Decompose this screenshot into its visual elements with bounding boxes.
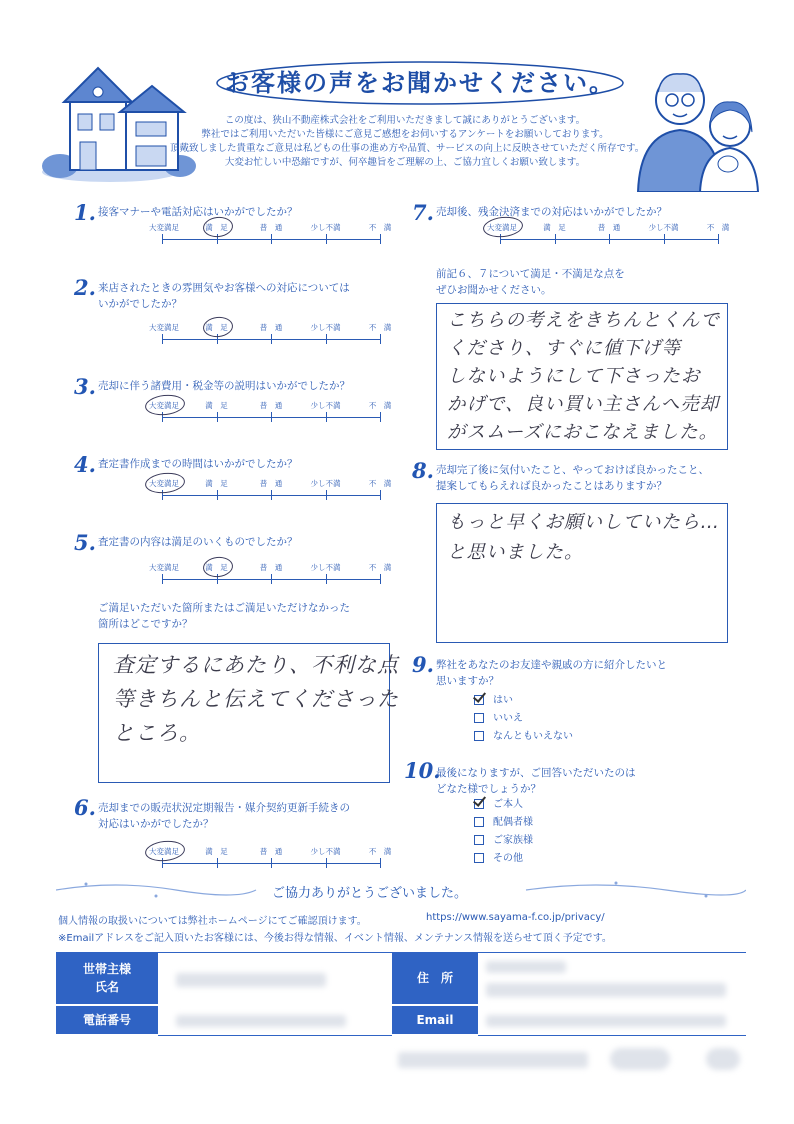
prompt-line: ぜひお聞かせください。 — [436, 284, 552, 296]
q10-options — [474, 796, 533, 868]
rating-scale-q2[interactable] — [149, 322, 392, 350]
redacted-footer-text — [398, 1052, 588, 1068]
scale-tick — [162, 334, 163, 344]
scale-tick — [271, 574, 272, 584]
redacted-address — [486, 983, 726, 997]
redacted-postcode — [486, 961, 566, 973]
rating-scale-q1[interactable] — [149, 222, 392, 250]
scale-tick — [162, 234, 163, 244]
handwritten-line: かげで、良い買い主さんへ売却 — [447, 394, 720, 415]
scale-tick — [326, 334, 327, 344]
handwritten-line: と思いました。 — [447, 542, 584, 563]
scale-tick — [271, 412, 272, 422]
checkbox-option[interactable] — [474, 692, 573, 710]
selected-answer-circle — [144, 471, 186, 495]
handwritten-line: しないようにして下さったお — [447, 366, 701, 387]
scale-option-label[interactable]: 少し不満 — [310, 323, 341, 332]
question-10-text — [436, 765, 636, 797]
scale-option-label[interactable]: 不 満 — [368, 223, 392, 232]
scale-tick — [217, 858, 218, 868]
scale-tick — [271, 234, 272, 244]
scale-option-label[interactable]: 普 通 — [259, 563, 283, 572]
handwritten-line: もっと早くお願いしていたら… — [447, 512, 721, 533]
checkbox-option[interactable] — [474, 796, 533, 814]
selected-answer-circle — [144, 393, 186, 417]
checkbox-option[interactable] — [474, 850, 533, 868]
checkbox-label: なんともいえない — [493, 731, 573, 742]
question-8-number: 8. — [412, 458, 434, 483]
scale-option-label[interactable]: 普 通 — [259, 323, 283, 332]
question-6-line: 売却までの販売状況定期報告・媒介契約更新手続きの — [98, 802, 350, 814]
scale-tick — [271, 334, 272, 344]
question-9-number: 9. — [412, 652, 434, 677]
checkbox-label: 配偶者様 — [493, 817, 533, 828]
scale-option-label[interactable]: 大変満足 — [149, 401, 179, 410]
scale-tick — [380, 412, 381, 422]
scale-option-label[interactable]: 不 満 — [368, 847, 392, 856]
scale-option-label[interactable]: 不 満 — [706, 223, 730, 232]
scale-tick — [326, 858, 327, 868]
scale-option-label[interactable]: 不 満 — [368, 401, 392, 410]
scale-option-label[interactable]: 少し不満 — [310, 479, 341, 488]
scale-tick — [555, 234, 556, 244]
scale-tick — [380, 334, 381, 344]
label-email: Email — [392, 1006, 478, 1034]
handwritten-line: ところ。 — [113, 721, 201, 745]
scale-option-label[interactable]: 少し不満 — [310, 847, 341, 856]
redacted-phone — [176, 1015, 346, 1027]
scale-tick — [380, 490, 381, 500]
scale-option-label[interactable]: 大変満足 — [149, 479, 179, 488]
label-address: 住 所 — [392, 952, 478, 1004]
scale-option-label[interactable]: 普 通 — [597, 223, 621, 232]
label-line: 世帯主様 — [82, 962, 131, 976]
rating-scale-q4[interactable] — [149, 478, 392, 506]
prompt-line: 前記６、７について満足・不満足な点を — [436, 268, 625, 280]
privacy-url[interactable]: https://www.sayama-f.co.jp/privacy/ — [426, 912, 605, 923]
selected-answer-circle — [202, 555, 234, 578]
checkbox-option[interactable] — [474, 814, 533, 832]
scale-option-label[interactable]: 少し不満 — [310, 563, 341, 572]
question-8-line: 提案してもらえれば良かったことはありますか？ — [436, 480, 667, 492]
scale-option-label[interactable]: 満 足 — [205, 847, 228, 856]
question-2-text — [98, 280, 350, 312]
scale-option-label[interactable]: 普 通 — [259, 401, 283, 410]
scale-option-label[interactable]: 不 満 — [368, 563, 392, 572]
scale-tick — [326, 574, 327, 584]
scale-tick — [609, 234, 610, 244]
checkbox-icon[interactable] — [474, 713, 484, 723]
question-5-sub-line: ご満足いただいた箇所またはご満足いただけなかった — [98, 602, 350, 614]
question-1-text: 接客マナーや電話対応はいかがでしたか？ — [98, 206, 298, 218]
page-title: お客様の声をお聞かせください。 — [225, 68, 615, 97]
scale-option-label[interactable]: 大変満足 — [149, 847, 179, 856]
scale-option-label[interactable]: 大変満足 — [149, 563, 179, 572]
question-3-text: 売却に伴う諸費用・税金等の説明はいかがでしたか？ — [98, 380, 350, 392]
scale-tick — [271, 490, 272, 500]
question-7-text: 売却後、残金決済までの対応はいかがでしたか？ — [436, 206, 667, 218]
question-9-line: 弊社をあなたのお友達や親戚の方に紹介したいと — [436, 659, 667, 671]
scale-tick — [718, 234, 719, 244]
question-10-line: どなた様でしょうか？ — [436, 783, 541, 795]
checkbox-label: ご家族様 — [493, 835, 533, 846]
checkbox-icon[interactable] — [474, 817, 484, 827]
elderly-couple-illustration — [630, 52, 760, 192]
scale-option-label[interactable]: 普 通 — [259, 847, 283, 856]
handwritten-line: 査定するにあたり、不利な点 — [113, 653, 399, 677]
checked-checkbox-icon[interactable] — [474, 799, 484, 809]
question-2-line: 来店されたときの雰囲気やお客様への対応については — [98, 282, 350, 294]
scale-tick — [326, 412, 327, 422]
scale-tick — [271, 858, 272, 868]
scale-tick — [217, 490, 218, 500]
checkbox-icon[interactable] — [474, 835, 484, 845]
question-6-text — [98, 800, 350, 832]
scale-tick — [664, 234, 665, 244]
scale-option-label[interactable]: 普 通 — [259, 479, 283, 488]
rating-scale-q3[interactable] — [149, 400, 392, 428]
question-8-text — [436, 462, 709, 494]
question-9-text — [436, 657, 667, 689]
label-line: 氏名 — [94, 980, 119, 994]
question-5-sub-prompt — [98, 600, 350, 632]
scale-option-label[interactable]: 少し不満 — [310, 223, 341, 232]
question-10-line: 最後になりますが、ご回答いただいたのは — [436, 767, 636, 779]
scale-option-label[interactable]: 少し不満 — [648, 223, 679, 232]
email-note: ※Emailアドレスをご記入頂いたお客様には、今後お得な情報、イベント情報、メンテナンス情報を送らせて頂く予定です。 — [58, 933, 612, 944]
q9-options — [474, 692, 573, 746]
name-phone-fields[interactable] — [158, 952, 392, 1036]
question-4-text: 査定書作成までの時間はいかがでしたか？ — [98, 458, 298, 470]
question-5-number: 5. — [74, 530, 96, 555]
scale-tick — [217, 412, 218, 422]
scale-option-label[interactable]: 不 満 — [368, 479, 392, 488]
checkbox-option[interactable] — [474, 728, 573, 746]
scale-tick — [326, 490, 327, 500]
scale-option-label[interactable]: 不 満 — [368, 323, 392, 332]
intro-line: 大変お忙しい中恐縮ですが、何卒趣旨をご理解の上、ご協力宜しくお願い致します。 — [224, 157, 586, 168]
redacted-email — [486, 1015, 726, 1027]
checkbox-icon[interactable] — [474, 731, 484, 741]
question-6-line: 対応はいかがでしたか？ — [98, 818, 214, 830]
intro-text — [170, 114, 645, 170]
scale-option-label[interactable]: 満 足 — [543, 223, 566, 232]
handwritten-line: こちらの考えをきちんとくんで — [447, 310, 721, 331]
scale-option-label[interactable]: 満 足 — [205, 563, 228, 572]
question-10-number: 10. — [404, 758, 441, 783]
rating-scale-q7[interactable] — [487, 222, 730, 250]
answer-box-q5[interactable] — [98, 643, 399, 783]
intro-line: 頂戴致しました貴重なご意見は私どもの仕事の進め方や品質、サービスの向上に反映させていただく所存です。 — [170, 143, 645, 154]
checked-checkbox-icon[interactable] — [474, 695, 484, 705]
question-8-line: 売却完了後に気付いたこと、やっておけば良かったこと、 — [436, 464, 709, 476]
question-5-text: 査定書の内容は満足のいくものでしたか？ — [98, 536, 298, 548]
thanks-message: ご協力ありがとうございました。 — [272, 886, 468, 901]
scale-tick — [380, 858, 381, 868]
answer-box-q6-q7[interactable] — [436, 303, 728, 450]
scale-option-label[interactable]: 大変満足 — [149, 223, 179, 232]
scale-tick — [380, 574, 381, 584]
question-4-number: 4. — [74, 452, 96, 477]
scale-option-label[interactable]: 普 通 — [259, 223, 283, 232]
scale-option-label[interactable]: 少し不満 — [310, 401, 341, 410]
rating-scale-q6[interactable] — [149, 846, 392, 874]
address-email-fields[interactable] — [478, 952, 746, 1036]
handwritten-line: くださり、すぐに値下げ等 — [447, 338, 682, 359]
selected-answer-circle — [144, 839, 186, 863]
label-householder-name — [56, 952, 158, 1004]
scale-option-label[interactable]: 満 足 — [205, 323, 228, 332]
scale-tick — [326, 234, 327, 244]
questions-6-7-prompt — [436, 266, 625, 298]
scale-option-label[interactable]: 満 足 — [205, 223, 228, 232]
checkbox-option[interactable] — [474, 710, 573, 728]
survey-title-banner — [215, 60, 625, 106]
handwritten-line: 等きちんと伝えてくださった — [113, 687, 399, 711]
checkbox-label: ご本人 — [493, 799, 523, 810]
checkbox-icon[interactable] — [474, 853, 484, 863]
checkbox-label: その他 — [493, 853, 523, 864]
rating-scale-q5[interactable] — [149, 562, 392, 590]
question-2-number: 2. — [74, 275, 96, 300]
selected-answer-circle — [202, 315, 234, 338]
answer-box-q8[interactable] — [436, 503, 728, 643]
scale-option-label[interactable]: 大変満足 — [487, 223, 517, 232]
scale-tick — [162, 574, 163, 584]
redacted-footer-mark — [706, 1048, 740, 1070]
intro-line: この度は、狭山不動産株式会社をご利用いただきまして誠にありがとうございます。 — [224, 115, 586, 126]
redacted-name — [176, 973, 326, 987]
privacy-note: 個人情報の取扱いについては弊社ホームページにてご確認頂けます。 — [58, 916, 367, 927]
checkbox-label: いいえ — [493, 713, 523, 724]
question-7-number: 7. — [412, 200, 434, 225]
question-9-line: 思いますか？ — [436, 675, 499, 687]
scale-option-label[interactable]: 大変満足 — [149, 323, 179, 332]
scale-tick — [380, 234, 381, 244]
intro-line: 弊社ではご利用いただいた皆様にご意見ご感想をお伺いするアンケートをお願いしております。 — [201, 129, 609, 140]
handwritten-line: がスムーズにおこなえました。 — [447, 422, 719, 443]
checkbox-label: はい — [493, 695, 513, 706]
scale-option-label[interactable]: 満 足 — [205, 479, 228, 488]
checkbox-option[interactable] — [474, 832, 533, 850]
question-3-number: 3. — [74, 374, 96, 399]
question-5-sub-line: 箇所はどこですか？ — [98, 618, 193, 630]
question-2-line: いかがでしたか？ — [98, 298, 182, 310]
label-phone: 電話番号 — [56, 1006, 158, 1034]
redacted-footer-mark — [610, 1048, 670, 1070]
question-1-number: 1. — [74, 200, 96, 225]
question-6-number: 6. — [74, 795, 96, 820]
scale-option-label[interactable]: 満 足 — [205, 401, 228, 410]
